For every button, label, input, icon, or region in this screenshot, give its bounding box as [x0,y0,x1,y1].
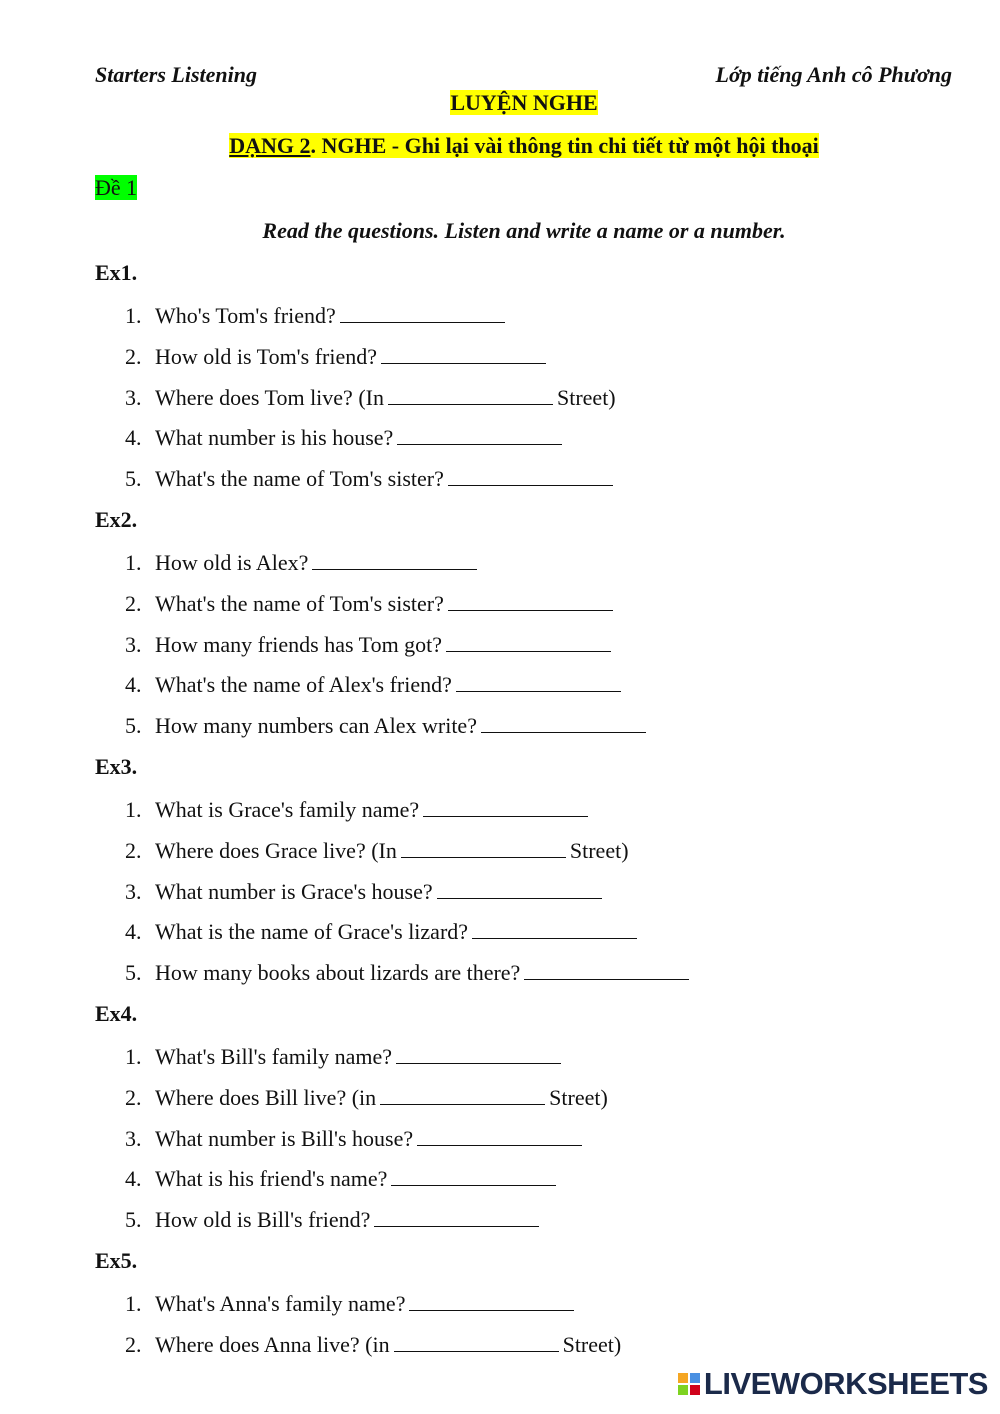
instruction: Read the questions. Listen and write a name or a number. [262,218,786,243]
answer-blank[interactable] [446,631,611,652]
question-item [125,918,641,945]
answer-blank[interactable] [391,1165,556,1186]
question-number: 1. [125,550,142,575]
answer-blank[interactable] [472,918,637,939]
question-text: How old is Tom's friend? [155,344,377,369]
exercise-label: Ex2. [95,507,138,532]
exercise-label: Ex1. [95,260,138,285]
exercise-label: Ex4. [95,1001,138,1026]
question-number: 2. [125,591,142,616]
answer-blank[interactable] [312,549,477,570]
answer-blank[interactable] [396,1043,561,1064]
question-item [125,1125,586,1152]
question-item [125,343,550,370]
question-suffix: Street) [569,838,629,863]
question-text: What's the name of Alex's friend? [155,672,452,697]
question-text: What number is Grace's house? [155,879,433,904]
answer-blank[interactable] [448,465,613,486]
question-text: What is Grace's family name? [155,797,420,822]
question-text: What's Anna's family name? [155,1291,406,1316]
header-left: Starters Listening [95,62,257,87]
question-number: 3. [125,879,142,904]
question-item [125,1331,621,1358]
question-item [125,590,617,617]
question-item [125,837,629,864]
header-right: Lớp tiếng Anh cô Phương [715,62,952,87]
answer-blank[interactable] [423,796,588,817]
question-text: How many friends has Tom got? [155,632,443,657]
question-number: 1. [125,1044,142,1069]
question-number: 1. [125,303,142,328]
question-item [125,384,616,411]
question-text: How many books about lizards are there? [155,960,521,985]
liveworksheets-logo-icon [678,1373,700,1395]
question-item [125,631,615,658]
test-label-text: Đề 1 [95,175,138,200]
question-number: 5. [125,466,142,491]
question-item [125,465,617,492]
question-item [125,712,650,739]
question-item [125,1043,565,1070]
question-number: 3. [125,1126,142,1151]
question-item [125,1290,578,1317]
question-number: 2. [125,1085,142,1110]
answer-blank[interactable] [381,343,546,364]
question-item [125,549,481,576]
question-number: 1. [125,797,142,822]
question-text: What's the name of Tom's sister? [155,591,444,616]
answer-blank[interactable] [456,671,621,692]
question-text: How many numbers can Alex write? [155,713,477,738]
question-item [125,1206,543,1233]
question-text: What's the name of Tom's sister? [155,466,444,491]
answer-blank[interactable] [524,959,689,980]
brand-name: LIVEWORKSHEETS [703,1366,988,1401]
question-text: What number is his house? [155,425,394,450]
answer-blank[interactable] [397,424,562,445]
page-subtitle [0,133,1000,159]
question-number: 4. [125,672,142,697]
answer-blank[interactable] [437,878,602,899]
question-suffix: Street) [556,385,616,410]
answer-blank[interactable] [388,384,553,405]
question-number: 4. [125,1166,142,1191]
answer-blank[interactable] [409,1290,574,1311]
question-text: Where does Grace live? (In [155,838,397,863]
question-item [125,302,509,329]
question-text: What number is Bill's house? [155,1126,414,1151]
logo-square [678,1373,688,1383]
answer-blank[interactable] [448,590,613,611]
question-text: What's Bill's family name? [155,1044,393,1069]
question-text: Where does Tom live? (In [155,385,384,410]
answer-blank[interactable] [394,1331,559,1352]
question-number: 3. [125,385,142,410]
page-title [0,90,1000,116]
test-label [95,175,137,201]
question-suffix: Street) [562,1332,622,1357]
exercise-label: Ex5. [95,1248,138,1273]
question-text: Who's Tom's friend? [155,303,336,328]
question-number: 5. [125,960,142,985]
question-number: 5. [125,713,142,738]
question-item [125,878,606,905]
question-suffix: Street) [549,1085,608,1110]
subtitle-rest: . NGHE - Ghi lại vài thông tin chi tiết từ một hội thoại [310,133,819,158]
answer-blank[interactable] [401,837,566,858]
question-number: 2. [125,838,142,863]
subtitle-prefix: DẠNG 2 [229,133,311,158]
question-item [125,424,566,451]
logo-square [690,1373,700,1383]
answer-blank[interactable] [380,1084,545,1105]
answer-blank[interactable] [374,1206,539,1227]
question-number: 3. [125,632,142,657]
question-number: 4. [125,919,142,944]
question-item [125,671,625,698]
logo-square [678,1385,688,1395]
page-title-text: LUYỆN NGHE [450,90,598,115]
question-item [125,1165,560,1192]
question-text: Where does Anna live? (in [155,1332,390,1357]
exercise-label: Ex3. [95,754,138,779]
question-number: 2. [125,1332,142,1357]
question-text: How old is Alex? [155,550,309,575]
question-number: 4. [125,425,142,450]
answer-blank[interactable] [340,302,505,323]
answer-blank[interactable] [417,1125,582,1146]
logo-square [690,1385,700,1395]
answer-blank[interactable] [481,712,646,733]
question-text: What is the name of Grace's lizard? [155,919,469,944]
question-number: 5. [125,1207,142,1232]
question-text: How old is Bill's friend? [155,1207,371,1232]
question-item [125,959,693,986]
question-text: Where does Bill live? (in [155,1085,377,1110]
question-item [125,796,592,823]
question-number: 1. [125,1291,142,1316]
question-item [125,1084,608,1111]
question-text: What is his friend's name? [155,1166,388,1191]
question-number: 2. [125,344,142,369]
brand-logo [678,1366,988,1402]
